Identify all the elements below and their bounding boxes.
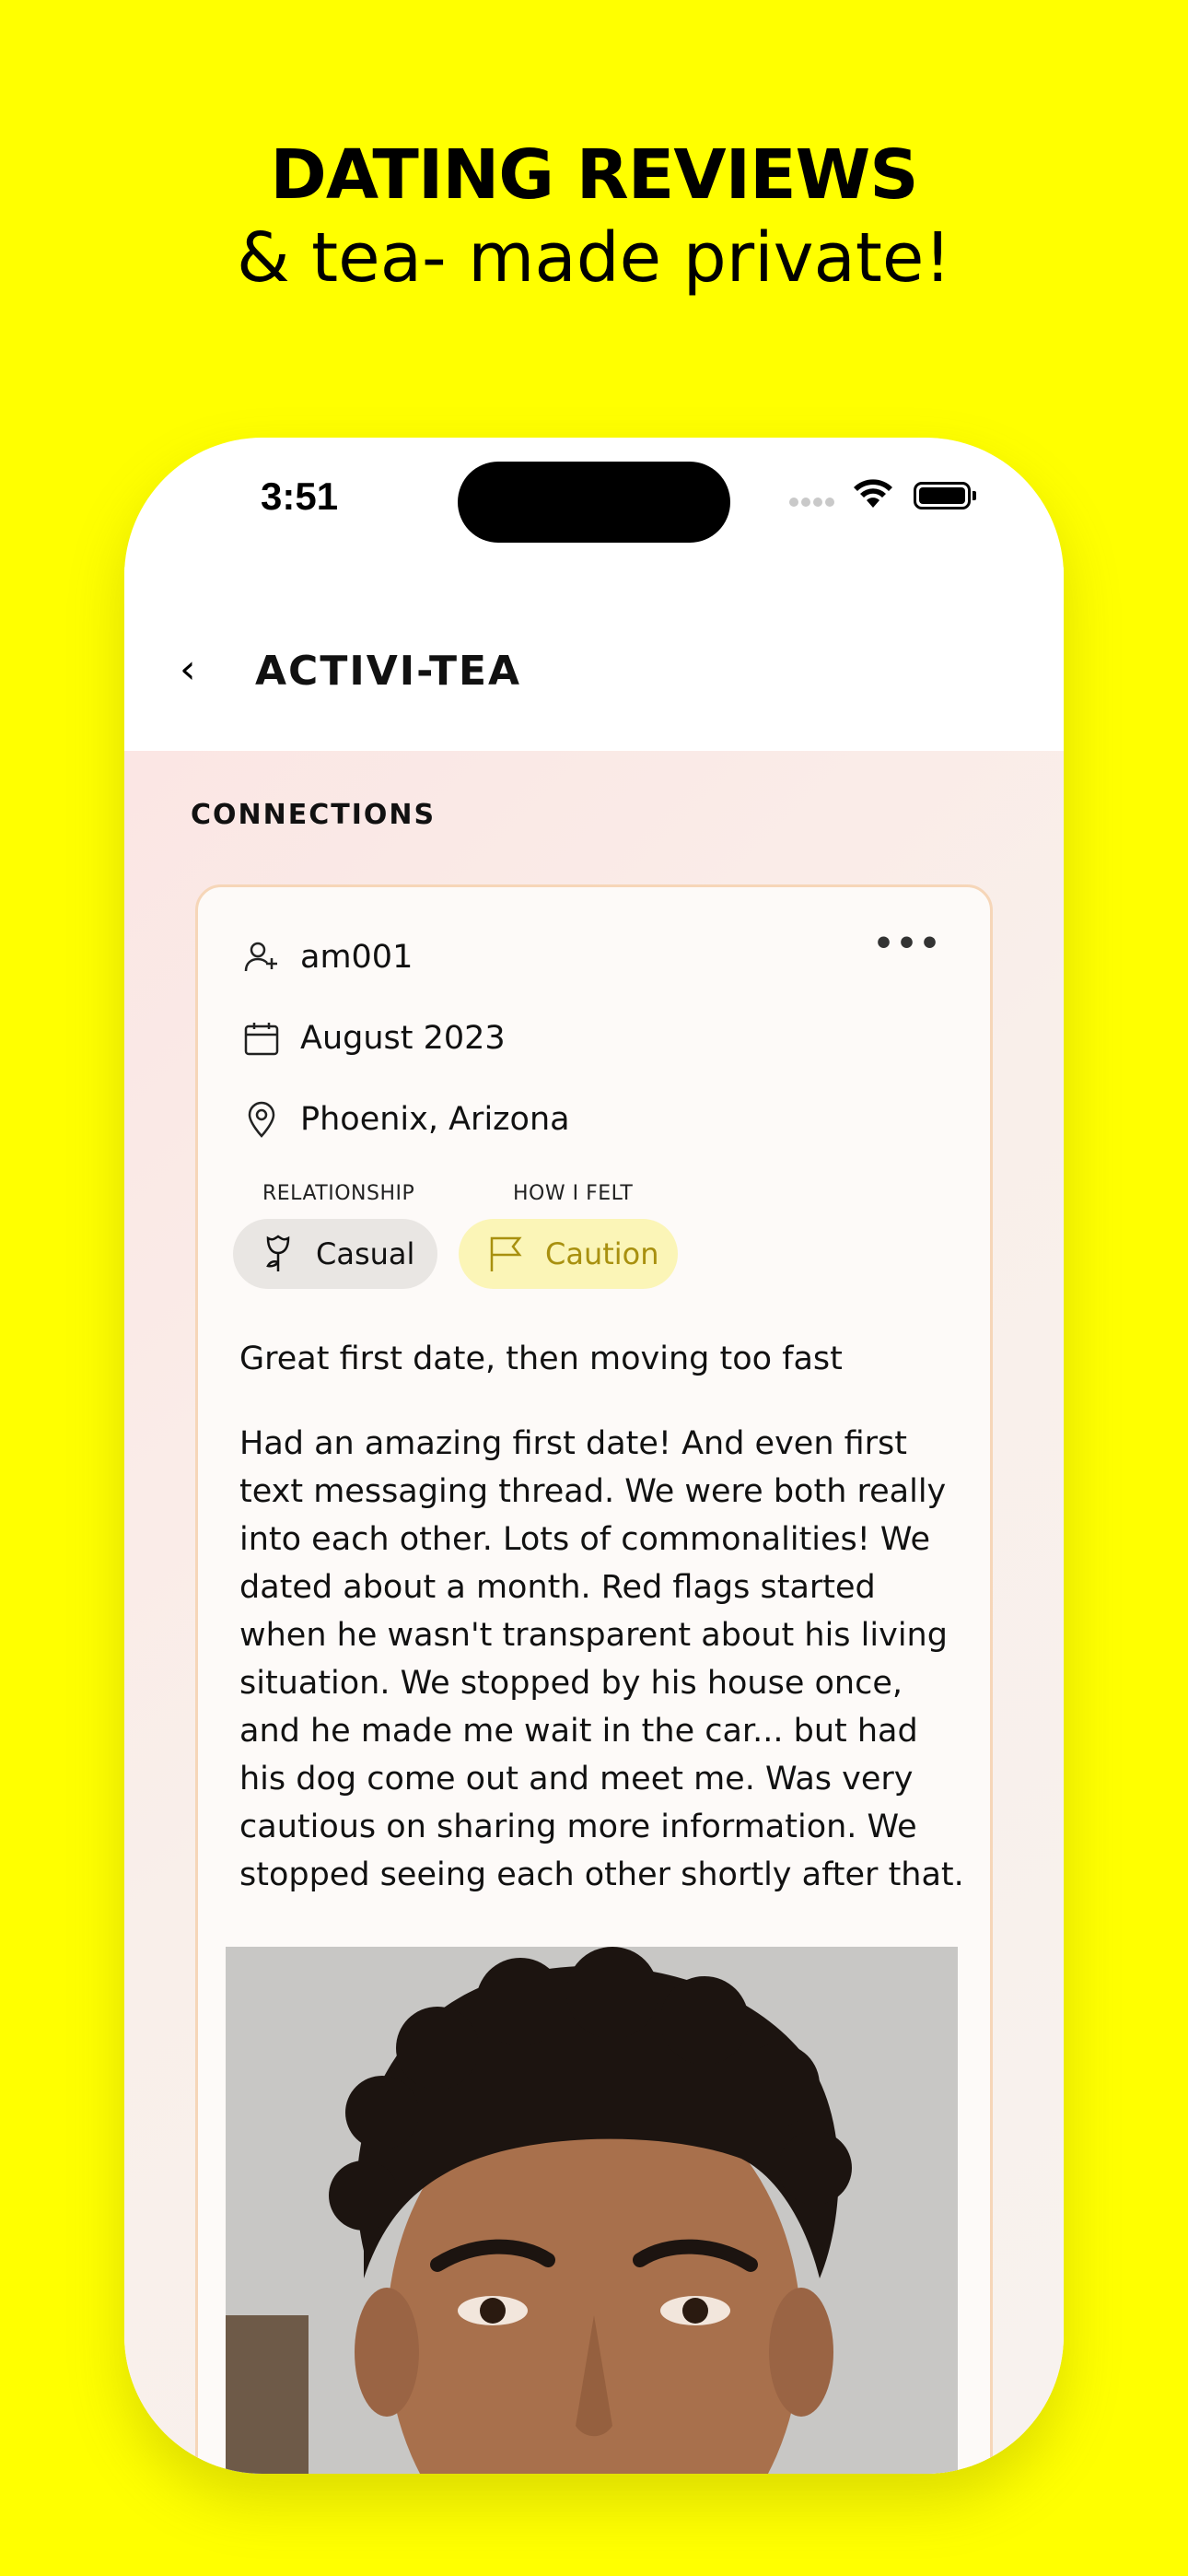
review-body: Had an amazing first date! And even first text messaging thread. We were both really into each other. Lots of commonalities! We dated about a month. Red flags started when he wasn't transparent about his living situation. We stopped by his house once, and he made me wait in the car... but had his dog come out and meet me. Was very cautious on sharing more information. We stopped seeing each other shortly after that. — [239, 1425, 964, 1893]
relationship-value: Casual — [316, 1236, 415, 1271]
review-date: August 2023 — [300, 1020, 506, 1057]
portrait-image — [226, 1947, 958, 2474]
more-options-icon[interactable]: ••• — [872, 925, 942, 963]
chevron-left-icon[interactable]: ‹ — [180, 646, 196, 693]
relationship-label: RELATIONSHIP — [262, 1182, 415, 1205]
phone-frame — [124, 438, 1064, 2474]
promo-headline — [0, 134, 1188, 299]
status-bar — [124, 438, 1064, 567]
username: am001 — [300, 939, 413, 976]
review-title: Great first date, then moving too fast — [239, 1341, 843, 1377]
profile-photo[interactable] — [226, 1947, 958, 2474]
location-pin-icon — [239, 1097, 284, 1142]
content-area[interactable] — [124, 751, 1064, 2474]
calendar-icon — [239, 1016, 284, 1060]
location-row — [239, 1097, 570, 1142]
date-row — [239, 1016, 506, 1060]
section-label: CONNECTIONS — [191, 799, 437, 831]
page-title: ACTIVI-TEA — [255, 648, 522, 695]
felt-value: Caution — [545, 1236, 659, 1271]
headline-line2: & tea- made private! — [236, 218, 952, 298]
felt-label: HOW I FELT — [513, 1182, 634, 1205]
username-row — [239, 935, 413, 979]
dynamic-island — [458, 462, 730, 543]
nav-bar — [124, 567, 1064, 751]
rose-icon — [261, 1235, 296, 1273]
status-time: 3:51 — [261, 474, 339, 518]
relationship-chip — [233, 1219, 437, 1289]
flag-icon — [486, 1235, 525, 1273]
cellular-signal-icon — [789, 493, 837, 510]
headline-line1: DATING REVIEWS — [270, 135, 918, 215]
wifi-icon — [852, 476, 894, 509]
review-location: Phoenix, Arizona — [300, 1101, 570, 1138]
add-user-icon — [239, 935, 284, 979]
battery-icon — [914, 482, 971, 509]
felt-chip — [459, 1219, 678, 1289]
review-card[interactable] — [195, 884, 993, 2474]
